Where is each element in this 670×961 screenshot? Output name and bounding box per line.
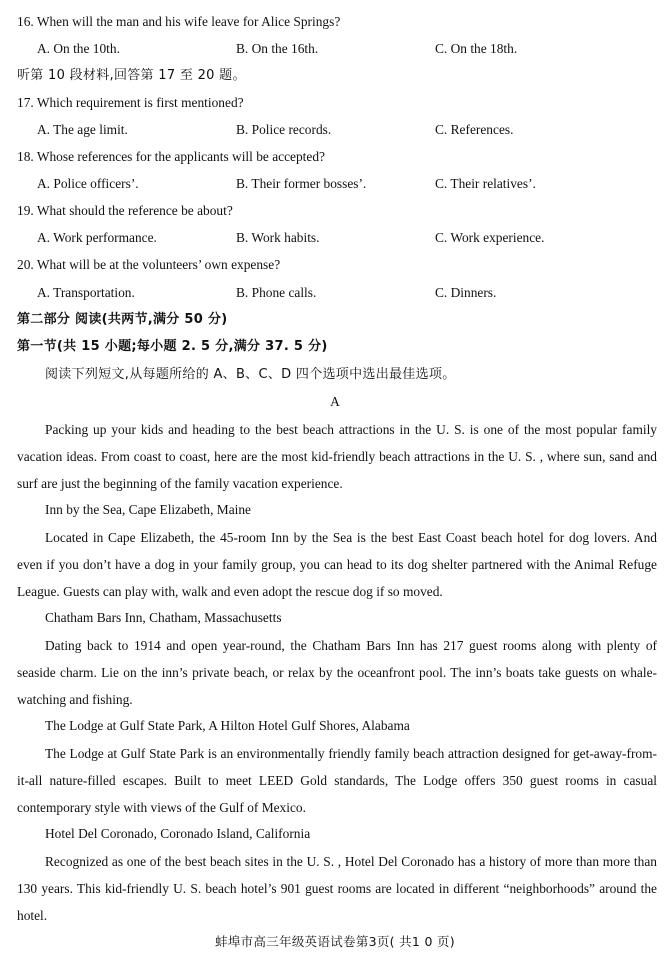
- section-1-title: 第一节(共 15 小题;每小题 2. 5 分,满分 37. 5 分): [17, 339, 328, 354]
- hotel-paragraph-chatham-bars-inn: Dating back to 1914 and open year-round, the Chatham Bars Inn has 217 guest rooms along with plenty of seaside charm. Lie on the inn’s private beach, or relax by the oceanfront pool. The inn’s boats take guests on whale-watching and fishing.: [17, 638, 657, 707]
- hotel-heading-hotel-del-coronado: Hotel Del Coronado, Coronado Island, California: [45, 826, 311, 841]
- option-c: C. Dinners.: [435, 285, 497, 300]
- option-a: A. On the 10th.: [37, 41, 120, 56]
- hotel-heading-inn-by-the-sea: Inn by the Sea, Cape Elizabeth, Maine: [45, 502, 251, 517]
- option-a: A. Police officers’.: [37, 176, 139, 191]
- hotel-paragraph-hotel-del-coronado: Recognized as one of the best beach sites in the U. S. , Hotel Del Coronado has a history of more than more than 130 years. This kid-friendly U. S. beach hotel’s 901 guest rooms are located in different “neighborhoods” around the hotel.: [17, 854, 657, 923]
- hotel-heading-chatham-bars-inn: Chatham Bars Inn, Chatham, Massachusetts: [45, 610, 282, 625]
- option-c: C. Their relatives’.: [435, 176, 536, 191]
- question-16-stem: 16. When will the man and his wife leave for Alice Springs?: [17, 14, 341, 29]
- option-b: B. Work habits.: [236, 230, 320, 245]
- option-b: B. Their former bosses’.: [236, 176, 367, 191]
- option-b: B. On the 16th.: [236, 41, 319, 56]
- hotel-paragraph-lodge-gulf-state-park: The Lodge at Gulf State Park is an environmentally friendly family beach attraction designed for get-away-from-it-all nature-filled escapes. Built to meet LEED Gold standards, The Lodge offers 350 guest rooms in casual contemporary style with views of the Gulf of Mexico.: [17, 746, 657, 815]
- hotel-heading-lodge-gulf-state-park: The Lodge at Gulf State Park, A Hilton Hotel Gulf Shores, Alabama: [45, 718, 410, 733]
- part-2-title: 第二部分 阅读(共两节,满分 50 分): [17, 312, 228, 327]
- page-footer: 蚌埠市高三年级英语试卷第3页( 共1 0 页): [215, 934, 455, 949]
- question-18-stem: 18. Whose references for the applicants will be accepted?: [17, 149, 325, 164]
- option-b: B. Police records.: [236, 122, 332, 137]
- reading-instruction: 阅读下列短文,从每题所给的 A、B、C、D 四个选项中选出最佳选项。: [45, 367, 456, 382]
- option-c: C. Work experience.: [435, 230, 545, 245]
- question-19-stem: 19. What should the reference be about?: [17, 203, 233, 218]
- option-c: C. On the 18th.: [435, 41, 518, 56]
- question-20-stem: 20. What will be at the volunteers’ own expense?: [17, 257, 281, 272]
- option-c: C. References.: [435, 122, 514, 137]
- passage-intro: Packing up your kids and heading to the best beach attractions in the U. S. is one of the most popular family vacation ideas. From coast to coast, here are the most kid-friendly beach attractions in the U. S. , where sun, sand and surf are just the beginning of the family vacation experience.: [17, 422, 657, 491]
- option-a: A. Transportation.: [37, 285, 135, 300]
- passage-label: A: [330, 394, 340, 409]
- hotel-paragraph-inn-by-the-sea: Located in Cape Elizabeth, the 45-room Inn by the Sea is the best East Coast beach hotel for dog lovers. And even if you don’t have a dog in your family group, you can head to its dog shelter partnered with the Animal Refuge League. Guests can play with, walk and even adopt the rescue dog if so moved.: [17, 530, 657, 599]
- section-10-instruction: 听第 10 段材料,回答第 17 至 20 题。: [17, 68, 246, 83]
- option-a: A. Work performance.: [37, 230, 157, 245]
- option-b: B. Phone calls.: [236, 285, 317, 300]
- option-a: A. The age limit.: [37, 122, 128, 137]
- question-17-stem: 17. Which requirement is first mentioned?: [17, 95, 244, 110]
